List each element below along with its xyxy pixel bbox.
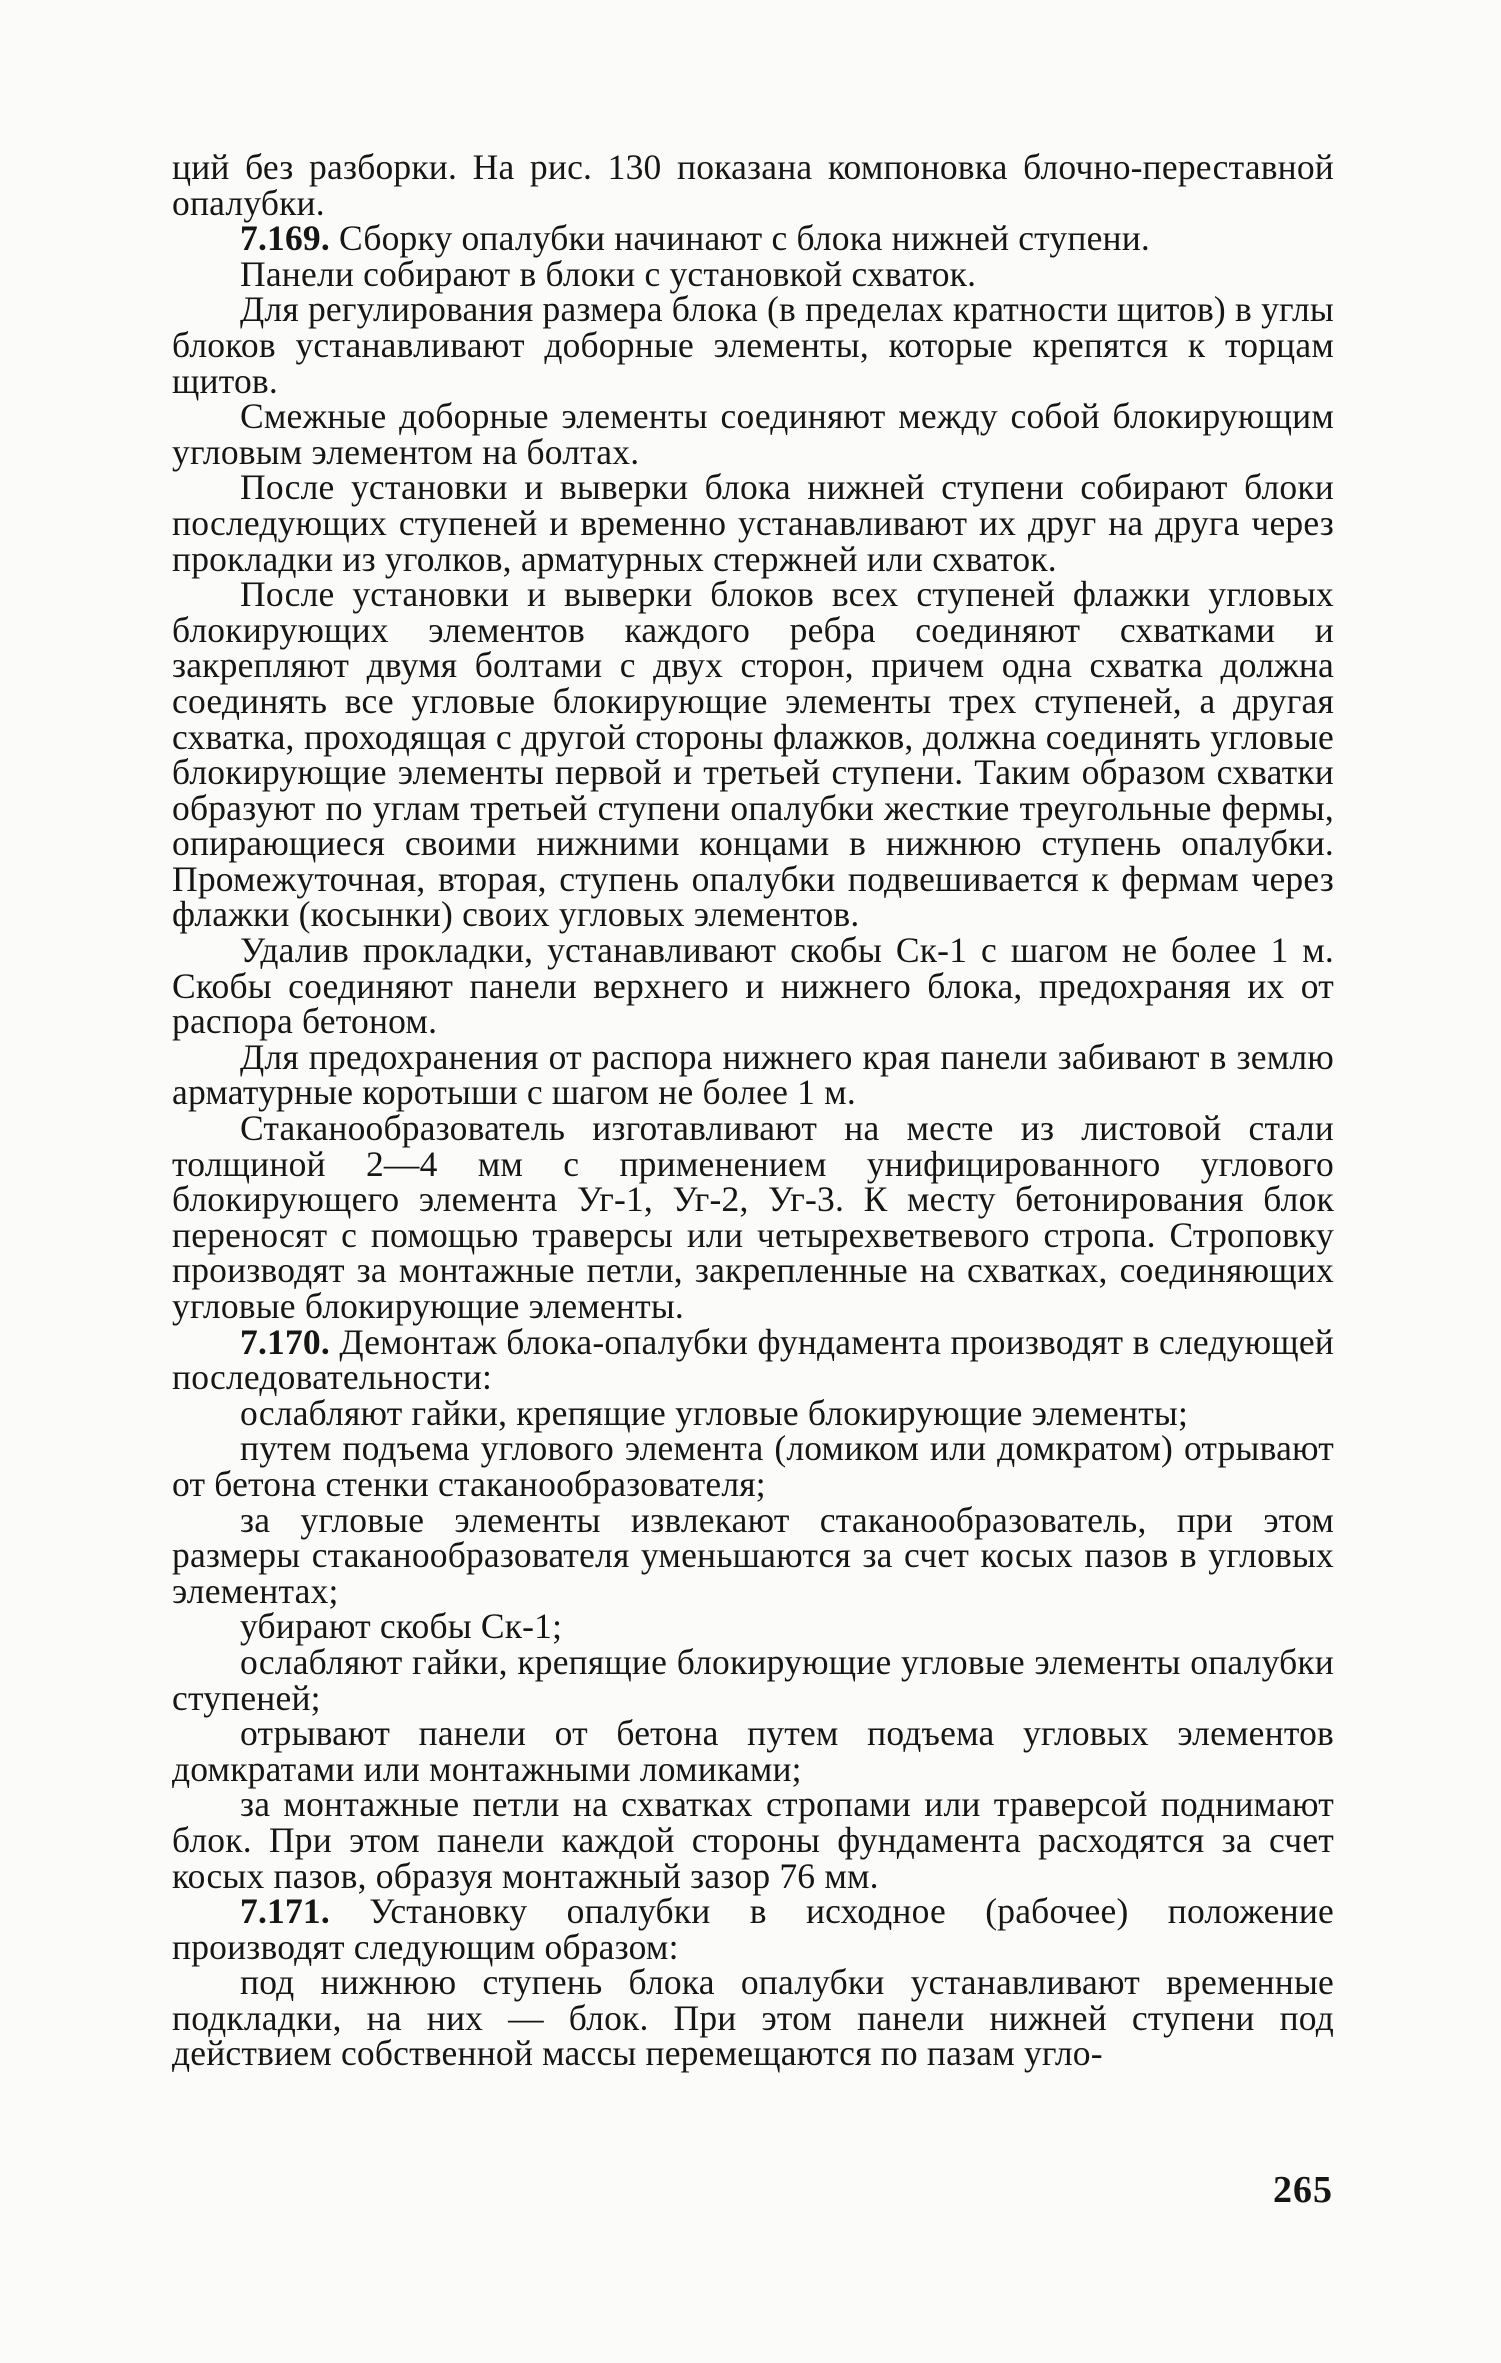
paragraph: После установки и выверки блока нижней ступени собирают блоки последующих ступеней и временно устанавливают их друг на друга через прокладки из уголков, арматурных стержней или схваток. bbox=[172, 467, 1334, 579]
paragraph: 7.170. Демонтаж блока-опалубки фундамента производят в следующей последовательности: bbox=[172, 1321, 1334, 1398]
section-number: 7.171. bbox=[240, 1891, 330, 1932]
paragraph: отрывают панели от бетона путем подъема угловых элементов домкратами или монтажными ломиками; bbox=[172, 1713, 1334, 1789]
paragraph: за угловые элементы извлекают стаканообразователь, при этом размеры стаканообразователя уменьшаются за счет косых пазов в угловых элементах; bbox=[172, 1499, 1334, 1611]
paragraph: под нижнюю ступень блока опалубки устанавливают временные подкладки, на них — блок. При этом панели нижней ступени под действием собственной массы перемещаются по пазам угло- bbox=[172, 1962, 1334, 2074]
paragraph: ослабляют гайки, крепящие угловые блокирующие элементы; bbox=[240, 1392, 1189, 1433]
paragraph: убирают скобы Ск-1; bbox=[240, 1606, 563, 1647]
paragraph: После установки и выверки блоков всех ступеней флажки угловых блокирующих элементов каждого ребра соединяют схватками и закрепляют двумя болтами с двух сторон, причем одна схватка должна соединять все угловые блокирующие элементы трех ступеней, а другая схватка, проходящая с другой стороны флажков, должна соединять угловые блокирующие элементы первой и третьей ступени. Таким образом схватки образуют по углам третьей ступени опалубки жесткие треугольные фермы, опирающиеся своими нижними концами в нижнюю ступень опалубки. Промежуточная, вторая, ступень опалубки подвешивается к фермам через флажки (косынки) своих угловых элементов. bbox=[172, 574, 1334, 935]
paragraph: Смежные доборные элементы соединяют между собой блокирующим угловым элементом на болтах. bbox=[172, 396, 1334, 472]
paragraph: Для предохранения от распора нижнего края панели забивают в землю арматурные коротыши с шагом не более 1 м. bbox=[172, 1036, 1334, 1113]
paragraph: 7.171. Установку опалубки в исходное (рабочее) положение производят следующим образом: bbox=[172, 1891, 1334, 1967]
section-number: 7.170. bbox=[240, 1321, 330, 1362]
paragraph: Удалив прокладки, устанавливают скобы Ск-1 с шагом не более 1 м. Скобы соединяют панели верхнего и нижнего блока, предохраняя их от распора бетоном. bbox=[172, 930, 1334, 1042]
paragraph: Стаканообразователь изготавливают на месте из листовой стали толщиной 2—4 мм с применением унифицированного углового блокирующего элемента Уг-1, Уг-2, Уг-3. К месту бетонирования блок переносят с помощью траверсы или четырехветвевого стропа. Строповку производят за монтажные петли, закрепленные на схватках, соединяющих угловые блокирующие элементы. bbox=[172, 1108, 1334, 1326]
paragraph: ций без разборки. На рис. 130 показана компоновка блочно-переставной опалубки. bbox=[172, 147, 1334, 223]
paragraph: Для регулирования размера блока (в пределах кратности щитов) в углы блоков устанавливают доборные элементы, которые крепятся к торцам щитов. bbox=[172, 289, 1334, 401]
page-number: 265 bbox=[1273, 2169, 1333, 2211]
paragraph: путем подъема углового элемента (ломиком или домкратом) отрывают от бетона стенки стаканообразователя; bbox=[172, 1428, 1334, 1504]
paragraph: Панели собирают в блоки с установкой схваток. bbox=[240, 253, 977, 294]
paragraph: 7.169. Сборку опалубки начинают с блока нижней ступени. bbox=[240, 218, 1150, 259]
body-text bbox=[172, 147, 1334, 2074]
paragraph: ослабляют гайки, крепящие блокирующие угловые элементы опалубки ступеней; bbox=[172, 1641, 1334, 1718]
paragraph: за монтажные петли на схватках стропами или траверсой поднимают блок. При этом панели каждой стороны фундамента расходятся за счет косых пазов, образуя монтажный зазор 76 мм. bbox=[172, 1784, 1334, 1896]
section-number: 7.169. bbox=[240, 218, 330, 259]
